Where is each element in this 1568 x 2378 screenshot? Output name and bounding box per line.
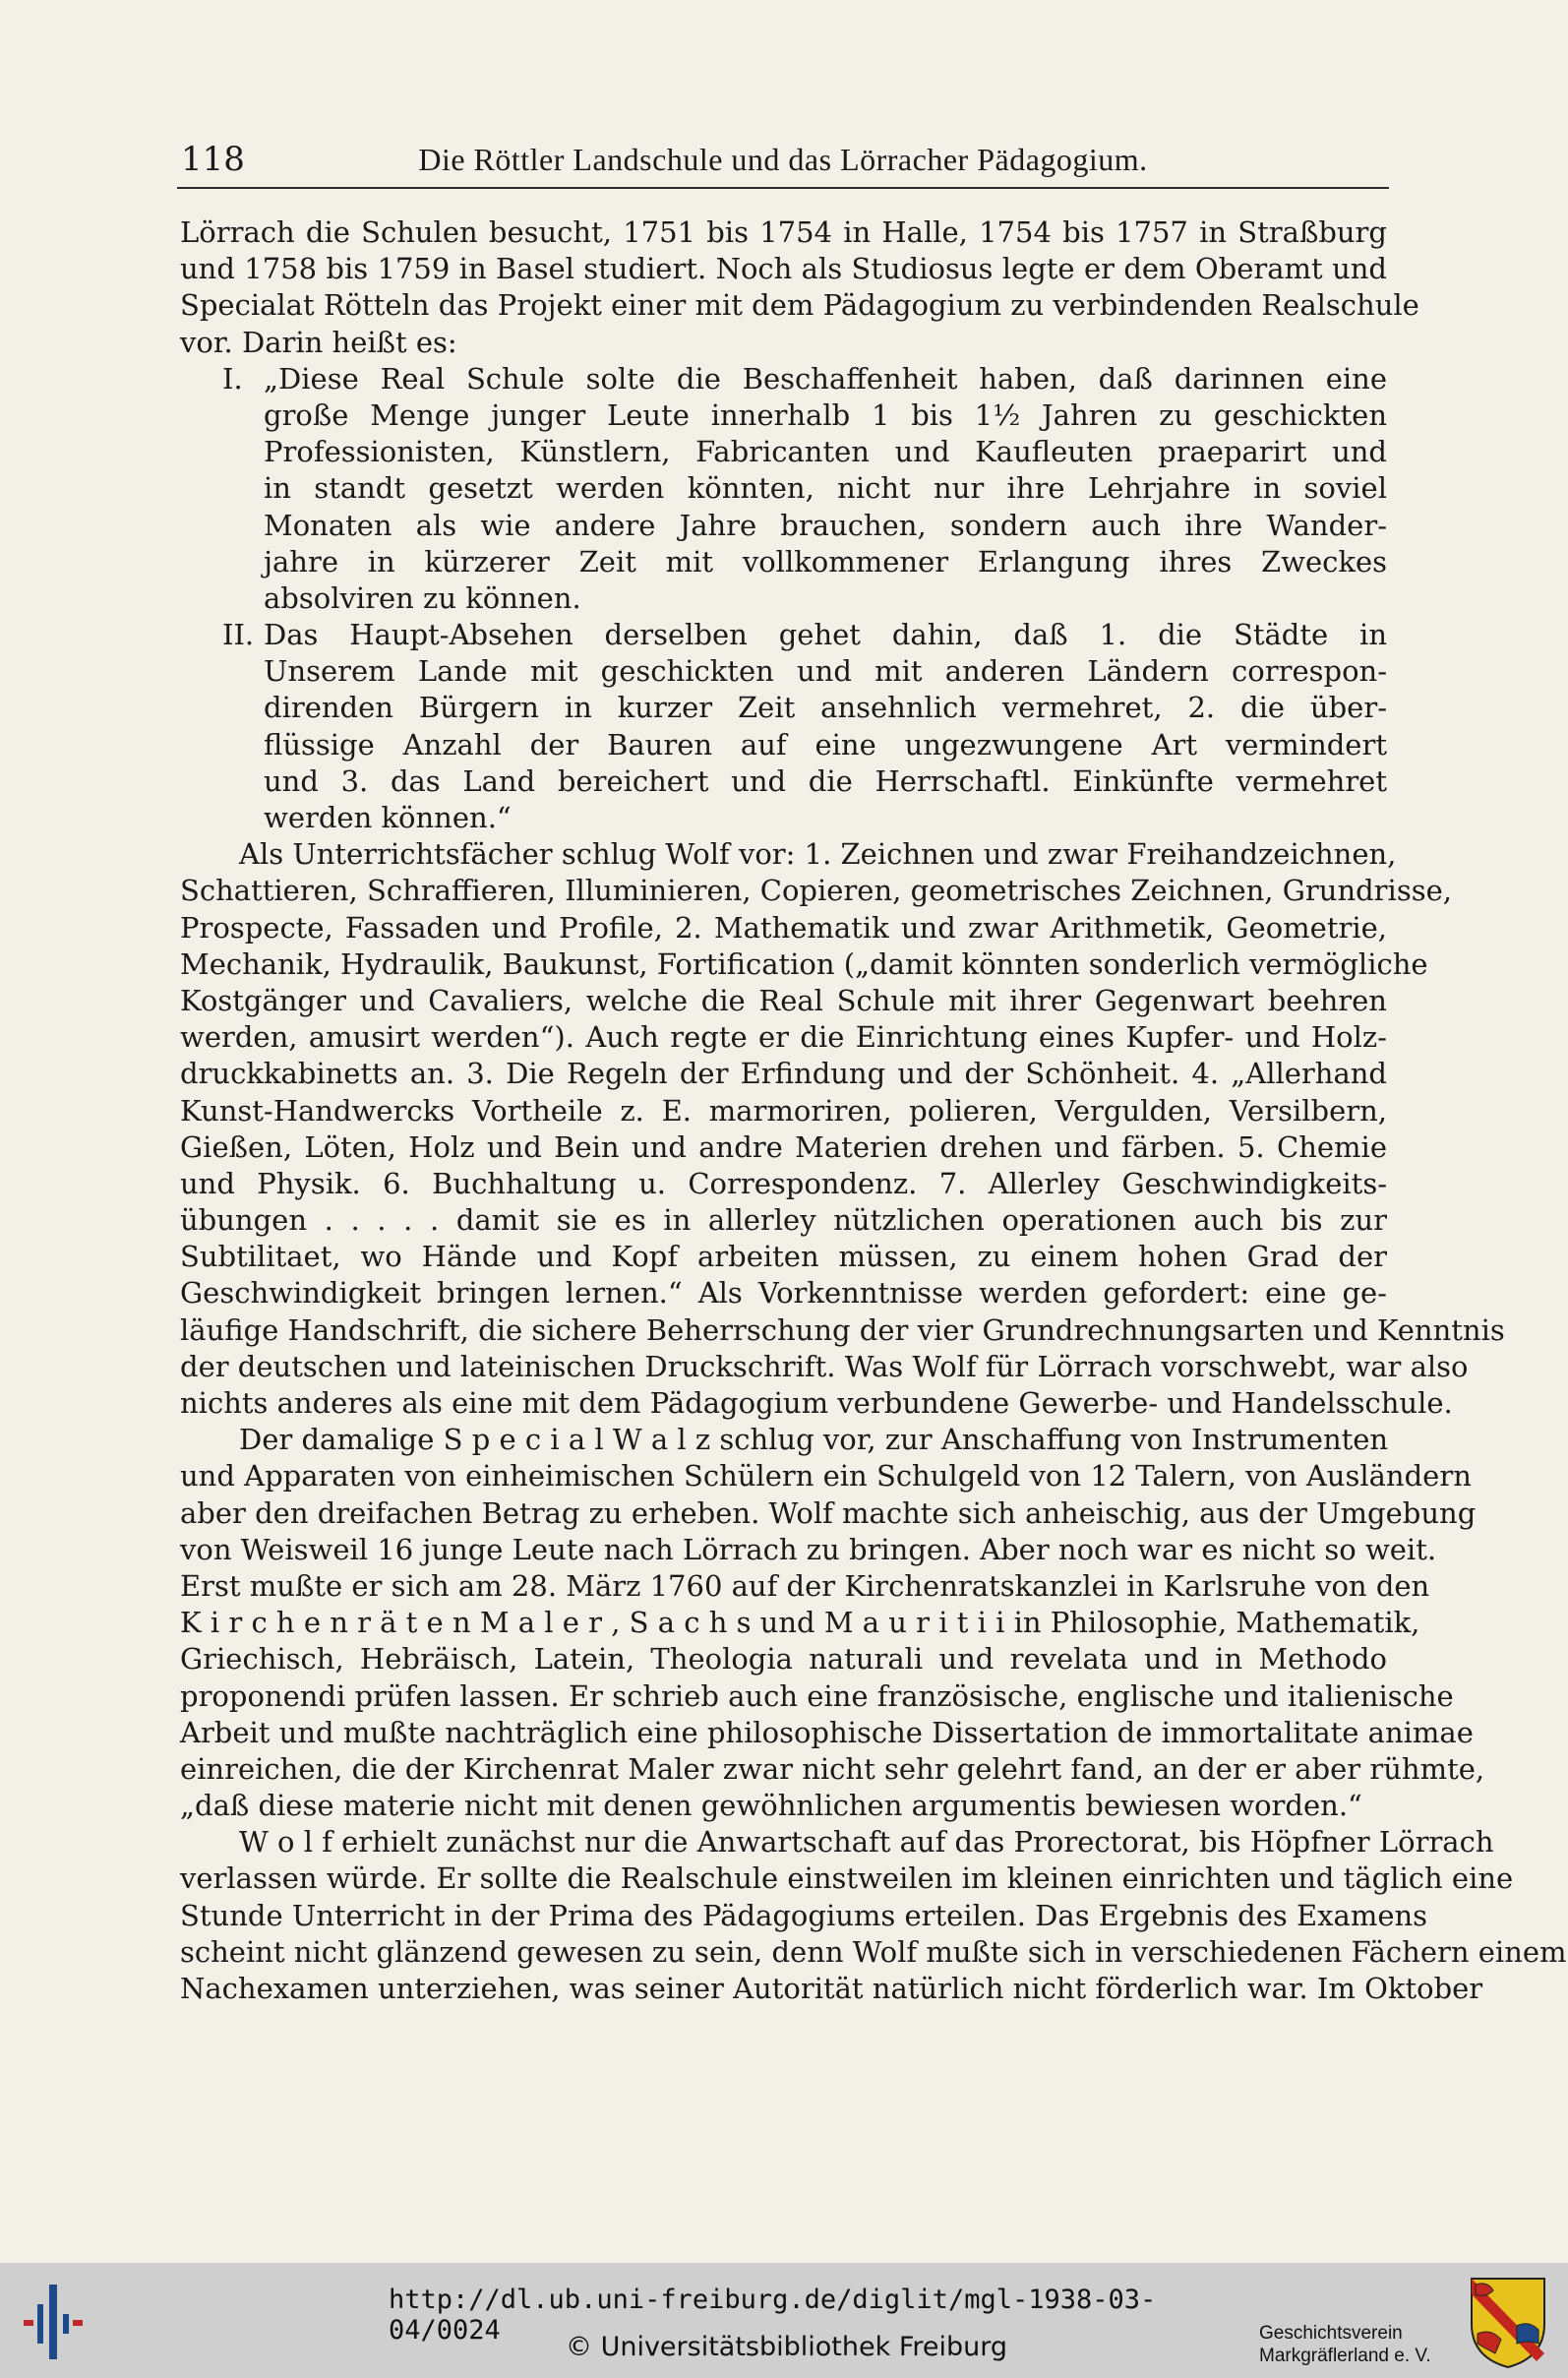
line-text: scheint nicht glänzend gewesen zu sein, denn Wolf mußte sich in verschiedenen Fächern einem xyxy=(180,1934,1567,1969)
line-text: Erst mußte er sich am 28. März 1760 auf der Kirchenratskanzlei in Karlsruhe von den xyxy=(180,1568,1430,1603)
line-text: proponendi prüfen lassen. Er schrieb auch eine französische, englische und italienische xyxy=(180,1678,1454,1713)
text-line xyxy=(180,287,1419,324)
line-text: Gießen, Löten, Holz und Bein und andre Materien drehen und färben. 5. Chemie xyxy=(180,1129,1387,1164)
body-text xyxy=(180,214,1567,2007)
text-line xyxy=(180,1898,1428,1934)
line-text: K i r c h e n r ä t e n M a l e r , S a c h s und M a u r i t i i in Philosophie, Mathematik, xyxy=(180,1606,1420,1640)
line-text: und Apparaten von einheimischen Schülern ein Schulgeld von 12 Talern, von Ausländern xyxy=(180,1459,1472,1494)
line-text: und 3. das Land bereichert und die Herrschaftl. Einkünfte vermehret xyxy=(264,763,1387,798)
text-line xyxy=(222,361,1387,397)
line-text: Unserem Lande mit geschickten und mit anderen Ländern correspon- xyxy=(264,654,1387,689)
text-line xyxy=(180,1678,1454,1715)
running-title: Die Röttler Landschule und das Lörracher Pädagogium. xyxy=(418,142,1148,177)
text-line xyxy=(180,1824,1494,1860)
text-line xyxy=(180,836,1397,873)
page-header xyxy=(177,138,1389,189)
line-text: Mechanik, Hydraulik, Baukunst, Fortification („damit könnten sonderlich vermögliche xyxy=(180,946,1428,981)
text-line xyxy=(264,397,1387,434)
text-line xyxy=(264,763,1387,800)
text-line xyxy=(180,946,1428,983)
line-text: aber den dreifachen Betrag zu erheben. Wolf machte sich anheischig, aus der Umgebung xyxy=(180,1495,1477,1530)
text-line xyxy=(264,544,1387,580)
line-text: „daß diese materie nicht mit denen gewöhnlichen argumentis bewiesen worden.“ xyxy=(180,1789,1362,1823)
line-text: große Menge junger Leute innerhalb 1 bis 1½ Jahren zu geschickten xyxy=(264,397,1387,432)
text-line xyxy=(264,434,1387,470)
line-text: Nachexamen unterziehen, was seiner Autorität natürlich nicht förderlich war. Im Oktober xyxy=(180,1972,1483,2005)
line-text: werden, amusirt werden“). Auch regte er die Einrichtung eines Kupfer- und Holz- xyxy=(180,1020,1387,1055)
line-text: vor. Darin heißt es: xyxy=(180,325,457,359)
line-text: werden können.“ xyxy=(264,801,512,834)
line-text: Geschwindigkeit bringen lernen.“ Als Vorkenntnisse werden gefordert: eine ge- xyxy=(180,1276,1387,1311)
text-line xyxy=(180,251,1387,287)
text-line xyxy=(180,1715,1474,1751)
text-line xyxy=(264,508,1387,544)
text-line xyxy=(180,910,1387,946)
line-text: Professionisten, Künstlern, Fabricanten und Kaufleuten praeparirt und xyxy=(264,435,1387,469)
line-text: absolviren zu können. xyxy=(264,580,581,615)
line-text: Specialat Rötteln das Projekt einer mit dem Pädagogium zu verbindenden Realschule xyxy=(180,288,1419,323)
line-text: Schattieren, Schraffieren, Illuminieren, Copieren, geometrisches Zeichnen, Grundrisse, xyxy=(180,874,1452,908)
society-line-1: Geschichtsverein xyxy=(1259,2323,1403,2344)
text-line xyxy=(180,1275,1387,1311)
text-line xyxy=(180,1239,1387,1275)
text-line xyxy=(180,325,1387,361)
ub-freiburg-logo-icon xyxy=(20,2283,89,2361)
line-text: verlassen würde. Er sollte die Realschule einstweilen im kleinen einrichten und täglich eine xyxy=(180,1861,1514,1896)
text-line xyxy=(180,1019,1387,1056)
list-numeral: I. xyxy=(222,361,243,396)
text-line xyxy=(180,1312,1505,1349)
line-text: nichts anderes als eine mit dem Pädagogium verbundene Gewerbe- und Handelsschule. xyxy=(180,1386,1453,1420)
line-text: Lörrach die Schulen besucht, 1751 bis 1754 in Halle, 1754 bis 1757 in Straßburg xyxy=(180,215,1387,249)
text-line xyxy=(180,1202,1387,1239)
society-name xyxy=(1259,2322,1476,2367)
line-text: Kostgänger und Cavaliers, welche die Real Schule mit ihrer Gegenwart beehren xyxy=(180,983,1387,1017)
text-line xyxy=(180,1860,1514,1897)
coat-of-arms-icon xyxy=(1468,2275,1548,2369)
text-line xyxy=(264,653,1387,690)
text-line xyxy=(180,1056,1387,1092)
text-line xyxy=(264,470,1387,507)
text-line xyxy=(180,1568,1430,1605)
line-text: Als Unterrichtsfächer schlug Wolf vor: 1. Zeichnen und zwar Freihandzeichnen, xyxy=(239,837,1397,872)
text-line xyxy=(180,873,1452,909)
line-text: Monaten als wie andere Jahre brauchen, sondern auch ihre Wander- xyxy=(264,508,1387,542)
text-line xyxy=(180,1422,1387,1458)
line-text: druckkabinetts an. 3. Die Regeln der Erfindung und der Schönheit. 4. „Allerhand xyxy=(180,1057,1387,1091)
line-text: und 1758 bis 1759 in Basel studiert. Noch als Studiosus legte er dem Oberamt und xyxy=(180,252,1387,286)
text-line xyxy=(180,1093,1387,1129)
text-line xyxy=(180,1532,1437,1568)
line-text: und Physik. 6. Buchhaltung u. Correspondenz. 7. Allerley Geschwindigkeits- xyxy=(180,1166,1387,1200)
text-line xyxy=(180,1605,1420,1641)
list-numeral: II. xyxy=(222,618,255,652)
line-text: Das Haupt-Absehen derselben gehet dahin, daß 1. die Städte in xyxy=(264,618,1387,652)
text-line xyxy=(180,214,1387,251)
line-text: Prospecte, Fassaden und Profile, 2. Mathematik und zwar Arithmetik, Geometrie, xyxy=(180,910,1387,945)
line-text: flüssige Anzahl der Bauren auf eine ungezwungene Art vermindert xyxy=(264,727,1387,762)
line-text: Subtilitaet, wo Hände und Kopf arbeiten müssen, zu einem hohen Grad der xyxy=(180,1240,1387,1274)
line-text: direnden Bürgern in kurzer Zeit ansehnlich vermehret, 2. die über- xyxy=(264,691,1387,725)
text-line xyxy=(264,580,1387,617)
footer-copyright: © Universitätsbibliothek Freiburg xyxy=(566,2332,1008,2362)
text-line xyxy=(180,1166,1387,1202)
text-line xyxy=(222,617,1387,653)
line-text: „Diese Real Schule solte die Beschaffenheit haben, daß darinnen eine xyxy=(264,361,1387,396)
text-line xyxy=(180,1971,1483,2007)
text-line xyxy=(180,1641,1387,1677)
line-text: übungen . . . . . damit sie es in allerley nützlichen operationen auch bis zur xyxy=(180,1203,1387,1238)
text-line xyxy=(180,1495,1477,1532)
text-line xyxy=(180,1349,1469,1385)
line-text: Kunst-Handwercks Vortheile z. E. marmoriren, polieren, Vergulden, Versilbern, xyxy=(180,1093,1387,1128)
page-number: 118 xyxy=(181,140,245,179)
line-text: der deutschen und lateinischen Druckschrift. Was Wolf für Lörrach vorschwebt, war also xyxy=(180,1349,1469,1383)
footer-url-link[interactable]: http://dl.ub.uni-freiburg.de/diglit/mgl-1938-03-04/0024 xyxy=(389,2285,1157,2346)
text-line xyxy=(180,1934,1567,1971)
text-line xyxy=(180,1129,1387,1166)
line-text: W o l f erhielt zunächst nur die Anwartschaft auf das Prorectorat, bis Höpfner Lörrach xyxy=(239,1825,1494,1860)
footer-bar xyxy=(0,2263,1568,2378)
text-line xyxy=(180,1751,1485,1788)
line-text: läufige Handschrift, die sichere Beherrschung der vier Grundrechnungsarten und Kenntnis xyxy=(180,1312,1505,1347)
line-text: Stunde Unterricht in der Prima des Pädagogiums erteilen. Das Ergebnis des Examens xyxy=(180,1898,1428,1932)
line-text: Arbeit und mußte nachträglich eine philosophische Dissertation de immortalitate animae xyxy=(180,1715,1474,1749)
society-line-2: Markgräflerland e. V. xyxy=(1259,2346,1431,2366)
text-line xyxy=(264,690,1387,726)
line-text: in standt gesetzt werden könnten, nicht nur ihre Lehrjahre in soviel xyxy=(264,471,1387,506)
line-text: einreichen, die der Kirchenrat Maler zwar nicht sehr gelehrt fand, an der er aber rühmte, xyxy=(180,1751,1485,1786)
text-line xyxy=(264,800,1387,836)
line-text: jahre in kürzerer Zeit mit vollkommener Erlangung ihres Zweckes xyxy=(264,544,1387,579)
text-line xyxy=(180,1788,1387,1824)
line-text: Griechisch, Hebräisch, Latein, Theologia naturali und revelata und in Methodo xyxy=(180,1642,1387,1677)
line-text: von Weisweil 16 junge Leute nach Lörrach zu bringen. Aber noch war es nicht so weit. xyxy=(180,1532,1437,1566)
line-text: Der damalige S p e c i a l W a l z schlug vor, zur Anschaffung von Instrumenten xyxy=(239,1423,1389,1457)
text-line xyxy=(180,1458,1472,1494)
text-line xyxy=(180,983,1387,1019)
text-line xyxy=(264,727,1387,763)
text-line xyxy=(180,1385,1453,1422)
